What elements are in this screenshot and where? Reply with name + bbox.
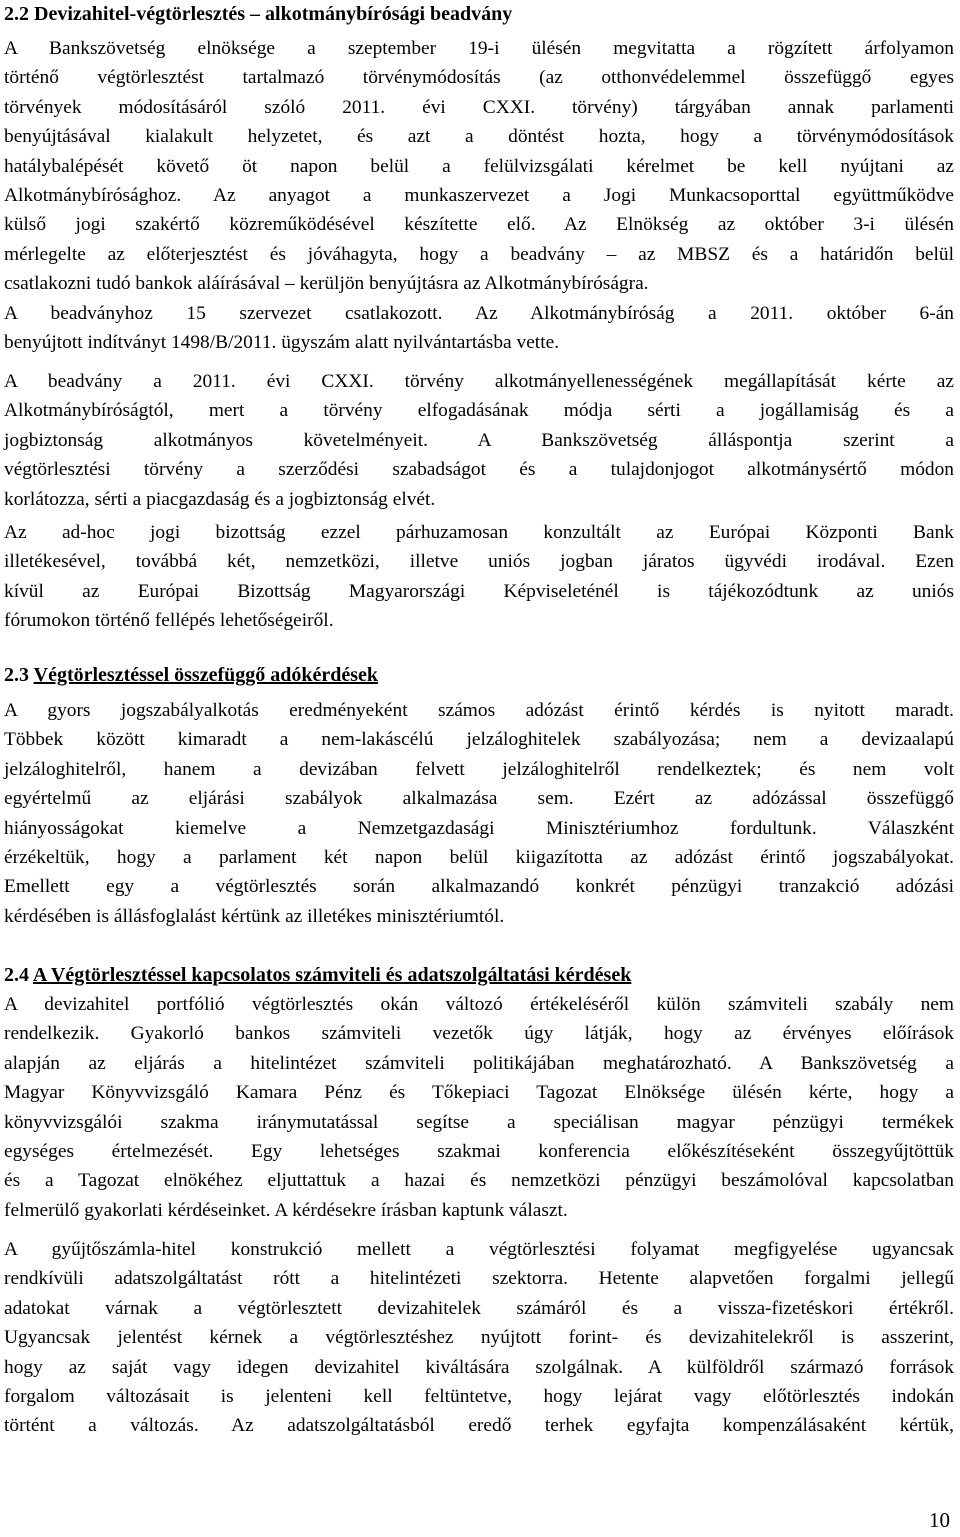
text-line: A beadvány a 2011. évi CXXI. törvény alkotmányellenességének megállapítását kérte az xyxy=(4,371,954,392)
text-line: A gyors jogszabályalkotás eredményeként számos adózást érintő kérdés is nyitott maradt. xyxy=(4,700,954,721)
text-line: benyújtásával kialakult helyzetet, és azt a döntést hozta, hogy a törvénymódosítások xyxy=(4,126,954,148)
document-page xyxy=(4,0,954,1537)
heading-number: 2.3 xyxy=(4,664,29,686)
text-line: könyvvizsgálói szakma iránymutatással segítse a speciálisan magyar pénzügyi termékek xyxy=(4,1111,954,1133)
text-line: alapján az eljárás a hitelintézet számviteli politikájában meghatározható. A Bankszövetség a xyxy=(4,1052,954,1074)
heading-number: 2.2 xyxy=(4,3,29,25)
text-line: adatokat várnak a végtörlesztett devizahitelek számáról és a vissza-fizetéskori értékről. xyxy=(4,1297,954,1319)
text-line: A Bankszövetség elnöksége a szeptember 19-i ülésén megvitatta a rögzített árfolyamon xyxy=(4,38,954,59)
text-line: egységes értelmezését. Egy lehetséges szakmai konferencia előkészítéseként összegyűjtöttük xyxy=(4,1141,954,1163)
text-line: csatlakozni tudó bankok aláírásával – kerüljön benyújtásra az Alkotmánybíróságra. xyxy=(4,273,649,295)
text-line: forgalom változásait is jelenteni kell feltüntetve, hogy lejárat vagy előtörlesztés indokán xyxy=(4,1386,954,1408)
text-line: Többek között kimaradt a nem-lakáscélú jelzáloghitelek szabályozása; nem a devizaalapú xyxy=(4,729,954,751)
paragraph-2-2-1 xyxy=(4,34,954,357)
heading-text: Végtörlesztéssel összefüggő adókérdések xyxy=(33,664,379,686)
heading-number: 2.4 xyxy=(4,964,29,986)
text-line: történő végtörlesztést tartalmazó törvénymódosítás (az otthonvédelemmel összefüggő egyes xyxy=(4,67,954,89)
text-line: hogy az saját vagy idegen devizahitel kiváltására szolgálnak. A külföldről származó források xyxy=(4,1356,954,1378)
text-line: fórumokon történő fellépés lehetőségeiről. xyxy=(4,610,334,632)
text-line: végtörlesztési törvény a szerződési szabadságot és a tulajdonjogot alkotmánysértő módon xyxy=(4,459,954,481)
text-line: törvények módosításáról szóló 2011. évi CXXI. törvény) tárgyában annak parlamenti xyxy=(4,96,954,118)
page-number: 10 xyxy=(929,1508,950,1532)
text-line: kérdésében is állásfoglalást kértünk az illetékes minisztériumtól. xyxy=(4,905,505,927)
text-line: Ugyancsak jelentést kérnek a végtörlesztéshez nyújtott forint- és devizahitelekről is asszerint, xyxy=(4,1327,954,1349)
text-line: A beadványhoz 15 szervezet csatlakozott. Az Alkotmánybíróság a 2011. október 6-án xyxy=(4,302,954,324)
text-line: kívül az Európai Bizottság Magyarországi Képviseleténél is tájékozódtunk az uniós xyxy=(4,580,954,602)
text-line: benyújtott indítványt 1498/B/2011. ügyszám alatt nyilvántartásba vette. xyxy=(4,332,560,354)
text-line: Alkotmánybíróságtól, mert a törvény elfogadásának módja sérti a jogállamiság és a xyxy=(4,400,954,422)
text-line: hatálybalépését követő öt napon belül a felülvizsgálati kérelmet be kell nyújtani az xyxy=(4,155,954,177)
text-line: Az ad-hoc jogi bizottság ezzel párhuzamosan konzultált az Európai Központi Bank xyxy=(4,522,954,543)
paragraph-2-2-2 xyxy=(4,367,954,514)
paragraph-2-2-3 xyxy=(4,518,954,636)
paragraph-2-4-1 xyxy=(4,990,954,1225)
heading-text: A Végtörlesztéssel kapcsolatos számviteli és adatszolgáltatási kérdések xyxy=(32,964,632,986)
text-line: korlátozza, sérti a piacgazdaság és a jogbiztonság elvét. xyxy=(4,488,436,510)
text-line: A devizahitel portfólió végtörlesztés okán változó értékeléséről külön számviteli szabály nem xyxy=(4,994,954,1015)
text-line: egyértelmű az eljárási szabályok alkalmazása sem. Ezért az adózással összefüggő xyxy=(4,788,954,810)
paragraph-2-3-1 xyxy=(4,696,954,931)
text-line: külső jogi szakértő közreműködésével készítette elő. Az Elnökség az október 3-i ülésén xyxy=(4,214,954,236)
section-heading-2-2 xyxy=(4,0,954,29)
text-line: felmerülő gyakorlati kérdéseinket. A kérdésekre írásban kaptunk választ. xyxy=(4,1199,568,1221)
section-heading-2-3 xyxy=(4,661,954,690)
text-line: rendkívüli adatszolgáltatást rótt a hitelintézeti szektorra. Hetente alapvetően forgalmi jellegű xyxy=(4,1268,954,1290)
text-line: történt a változás. Az adatszolgáltatásból eredő terhek egyfajta kompenzálásaként kértük, xyxy=(4,1415,954,1437)
text-line: rendelkezik. Gyakorló bankos számviteli vezetők úgy látják, hogy az érvényes előírások xyxy=(4,1023,954,1045)
paragraph-2-4-2 xyxy=(4,1235,954,1441)
text-line: Magyar Könyvvizsgáló Kamara Pénz és Tőkepiaci Tagozat Elnöksége ülésén kérte, hogy a xyxy=(4,1082,954,1104)
text-line: Alkotmánybírósághoz. Az anyagot a munkaszervezet a Jogi Munkacsoporttal együttműködve xyxy=(4,185,954,207)
text-line: Emellett egy a végtörlesztés során alkalmazandó konkrét pénzügyi tranzakció adózási xyxy=(4,876,954,898)
text-line: illetékesével, továbbá két, nemzetközi, illetve uniós jogban járatos ügyvédi irodával. Ezen xyxy=(4,551,954,573)
text-line: hiányosságokat kiemelve a Nemzetgazdasági Minisztériumhoz fordultunk. Válaszként xyxy=(4,817,954,839)
text-line: jelzáloghitelről, hanem a devizában felvett jelzáloghitelről rendelkeztek; és nem volt xyxy=(4,758,954,780)
section-heading-2-4 xyxy=(4,961,954,990)
text-line: és a Tagozat elnökéhez eljuttattuk a hazai és nemzetközi pénzügyi beszámolóval kapcsolatban xyxy=(4,1170,954,1192)
text-line: A gyűjtőszámla-hitel konstrukció mellett a végtörlesztési folyamat megfigyelése ugyancsak xyxy=(4,1239,954,1260)
text-line: érzékeltük, hogy a parlament két napon belül kiigazította az adózást érintő jogszabályokat. xyxy=(4,847,954,869)
text-line: mérlegelte az előterjesztést és jóváhagyta, hogy a beadvány – az MBSZ és a határidőn belül xyxy=(4,243,954,265)
text-line: jogbiztonság alkotmányos követelményeit. A Bankszövetség álláspontja szerint a xyxy=(4,429,954,451)
heading-text: Devizahitel-végtörlesztés – alkotmánybírósági beadvány xyxy=(34,3,513,25)
